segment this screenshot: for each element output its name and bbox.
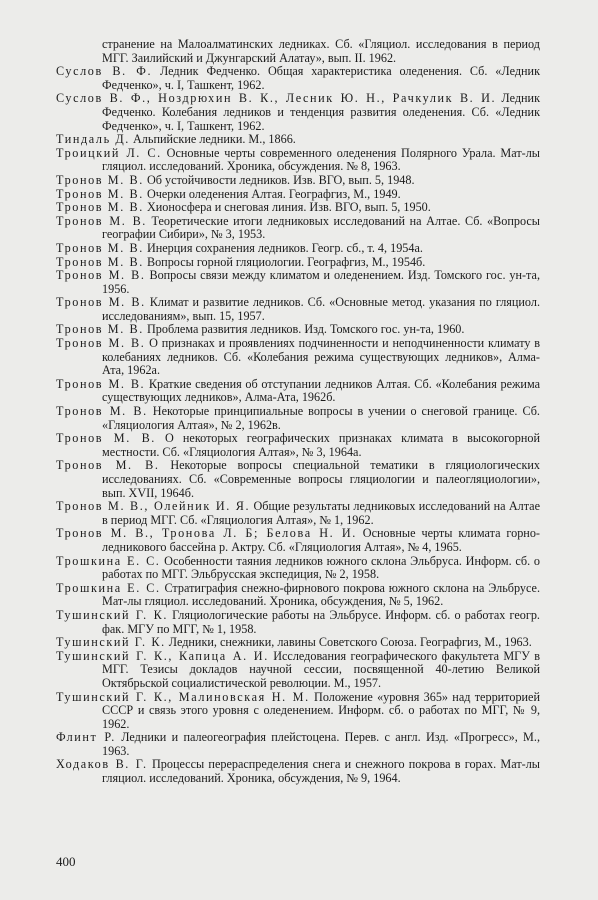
bibliography-entry: [56, 201, 540, 215]
bibliography-entry: [56, 242, 540, 256]
entry-text: Положение «уровня 365» над территорией СССР и связь этого уровня с оледенением. Информ. сб. о работах по МГГ, № 9, 1962.: [102, 689, 540, 731]
entry-author: Тушинский Г. К., Малиновская Н. М.: [56, 689, 310, 704]
bibliography-entry: [56, 758, 540, 785]
bibliography-entry: [56, 188, 540, 202]
page-number: 400: [56, 854, 76, 869]
entry-author: Ходаков В. Г.: [56, 757, 148, 772]
entry-text: Некоторые принципиальные вопросы в учении о снеговой границе. Сб. «Гляциология Алтая», № 2, 1962в.: [102, 404, 540, 432]
entry-author: Тронов М. В.: [56, 458, 160, 473]
bibliography-entry: [56, 38, 540, 65]
entry-author: Тронов М. В.: [56, 295, 146, 310]
entry-author: Тушинский Г. К.: [56, 635, 166, 650]
entry-author: Трошкина Е. С.: [56, 580, 161, 595]
entry-author: Суслов В. Ф.: [56, 64, 153, 79]
bibliography-entry: [56, 323, 540, 337]
entry-author: Тронов М. В.: [56, 172, 144, 187]
bibliography-entry: [56, 527, 540, 554]
entry-text: Общие результаты ледниковых исследований на Алтае в период МГГ. Сб. «Гляциология Алтая», № 1, 1962.: [102, 499, 540, 527]
bibliography-entry: [56, 65, 540, 92]
entry-text: Инерция сохранения ледников. Геогр. сб., т. 4, 1954а.: [143, 240, 423, 255]
entry-author: Трошкина Е. С.: [56, 553, 161, 568]
entry-author: Тушинский Г. К., Капица А. И.: [56, 648, 269, 663]
entry-author: Тронов М. В.: [56, 336, 146, 351]
bibliography-entry: [56, 337, 540, 378]
entry-text: Процессы перераспределения снега и снежного покрова в горах. Мат-лы гляциол. исследований. Хроника, обсуждения, № 9, 1964.: [102, 757, 540, 786]
bibliography-entry: [56, 650, 540, 691]
entry-author: Тронов М. В.: [56, 322, 144, 337]
bibliography-entry: [56, 636, 540, 650]
entry-text: странение на Малоалматинских ледниках. Сб. «Гляциол. исследования в период МГГ. Заилийский и Джунгарский Алатау», вып. II. 1962.: [102, 37, 540, 65]
bibliography-entry: [56, 731, 540, 758]
bibliography-entry: [56, 174, 540, 188]
entry-text: Некоторые вопросы специальной тематики в гляциологических исследованиях. Сб. «Современные вопросы гляциологии и палеогляциологии», вып. XVII, 1964б.: [102, 458, 540, 500]
bibliography-entry: [56, 459, 540, 500]
entry-text: Альпийские ледники. М., 1866.: [129, 132, 296, 147]
entry-author: Тронов М. В.: [56, 376, 146, 391]
entry-text: Ледник Федченко. Общая характеристика оледенения. Сб. «Ледник Федченко», ч. I, Ташкент, 1962.: [102, 64, 540, 92]
entry-author: Суслов В. Ф., Ноздрюхин В. К., Лесник Ю. Н., Рачкулик В. И.: [56, 91, 497, 106]
entry-text: Основные черты современного оледенения Полярного Урала. Мат-лы гляциол. исследований. Хроника, обсуждения. № 8, 1963.: [102, 145, 540, 174]
entry-author: Тронов М. В., Тронова Л. Б; Белова Н. И.: [56, 526, 357, 541]
entry-text: Очерки оледенения Алтая. Географгиз, М., 1949.: [143, 186, 401, 201]
entry-text: Вопросы горной гляциологии. Географгиз, М., 1954б.: [143, 254, 426, 269]
bibliography-entry: [56, 432, 540, 459]
entry-text: Исследования географического факультета МГУ в МГГ. Тезисы докладов научной сессии, посвященной 40-летию Великой Октябрьской социалистической революции. М., 1957.: [102, 648, 540, 690]
bibliography-entry: [56, 256, 540, 270]
entry-text: Ледники и палеогеография плейстоцена. Перев. с англ. Изд. «Прогресс», М., 1963.: [102, 730, 540, 758]
bibliography-entry: [56, 691, 540, 732]
entry-text: Об устойчивости ледников. Изв. ВГО, вып. 5, 1948.: [143, 172, 415, 187]
entry-author: Тронов М. В.: [56, 240, 144, 255]
bibliography-entry: [56, 92, 540, 133]
entry-author: Тронов М. В.: [56, 431, 156, 446]
entry-text: Климат и развитие ледников. Сб. «Основные метод. указания по гляциол. исследованиям», вып. 15, 1957.: [102, 295, 540, 323]
bibliography-entry: [56, 378, 540, 405]
bibliography-entry: [56, 500, 540, 527]
bibliography-entry: [56, 296, 540, 323]
entry-author: Тронов М. В.: [56, 200, 144, 215]
entry-text: О некоторых географических признаках климата в высокогорной местности. Сб. «Гляциология Алтая», № 3, 1964а.: [102, 431, 540, 459]
entry-text: Основные черты климата горно-ледникового бассейна р. Актру. Сб. «Гляциология Алтая», № 4, 1965.: [102, 526, 540, 554]
entry-text: Ледник Федченко. Колебания ледников и тенденция развития оледенения. Сб. «Ледник Федченко», ч. I, Ташкент, 1962.: [102, 91, 540, 133]
entry-text: Проблема развития ледников. Изд. Томского гос. ун-та, 1960.: [143, 322, 465, 337]
entry-author: Тронов М. В.: [56, 186, 144, 201]
entry-text: О признаках и проявлениях подчиненности и неподчиненности климату в колебаниях ледников. Сб. «Колебания режима существующих ледников», Алма-Ата, 1962а.: [102, 336, 540, 378]
entry-author: Тронов М. В.: [56, 213, 147, 228]
entry-author: Тронов М. В.: [56, 404, 148, 419]
bibliography-entry: [56, 269, 540, 296]
entry-author: Тронов М. В., Олейник И. Я.: [56, 499, 251, 514]
bibliography-entry: [56, 215, 540, 242]
entry-text: Стратиграфия снежно-фирнового покрова южного склона на Эльбрусе. Мат-лы гляциол. исследований. Хроника, обсуждения, № 5, 1962.: [102, 580, 540, 609]
entry-text: Вопросы связи между климатом и оледенением. Изд. Томского гос. ун-та, 1956.: [102, 268, 540, 296]
entry-text: Хионосфера и снеговая линия. Изв. ВГО, вып. 5, 1950.: [143, 200, 431, 215]
bibliography-list: [56, 38, 540, 786]
entry-text: Краткие сведения об отступании ледников Алтая. Сб. «Колебания режима существующих ледников», Алма-Ата, 1962б.: [102, 376, 540, 405]
bibliography-entry: [56, 147, 540, 174]
entry-text: Теоретические итоги ледниковых исследований на Алтае. Сб. «Вопросы географии Сибири», № 3, 1953.: [102, 213, 540, 242]
bibliography-entry: [56, 133, 540, 147]
entry-text: Гляциологические работы на Эльбрусе. Информ. сб. о работах геогр. фак. МГУ по МГГ, № 1, 1958.: [102, 607, 540, 636]
entry-author: Троицкий Л. С.: [56, 145, 162, 160]
entry-author: Тронов М. В.: [56, 268, 146, 283]
entry-text: Особенности таяния ледников южного склона Эльбруса. Информ. сб. о работах по МГГ. Эльбрусская экспедиция, № 2, 1958.: [102, 553, 540, 582]
bibliography-entry: [56, 405, 540, 432]
bibliography-entry: [56, 582, 540, 609]
entry-author: Флинт Р.: [56, 730, 116, 745]
entry-author: Тиндаль Д.: [56, 132, 130, 147]
entry-author: Тронов М. В.: [56, 254, 144, 269]
bibliography-entry: [56, 555, 540, 582]
entry-text: Ледники, снежники, лавины Советского Союза. Географгиз, М., 1963.: [165, 635, 532, 650]
entry-author: Тушинский Г. К.: [56, 607, 168, 622]
bibliography-entry: [56, 609, 540, 636]
